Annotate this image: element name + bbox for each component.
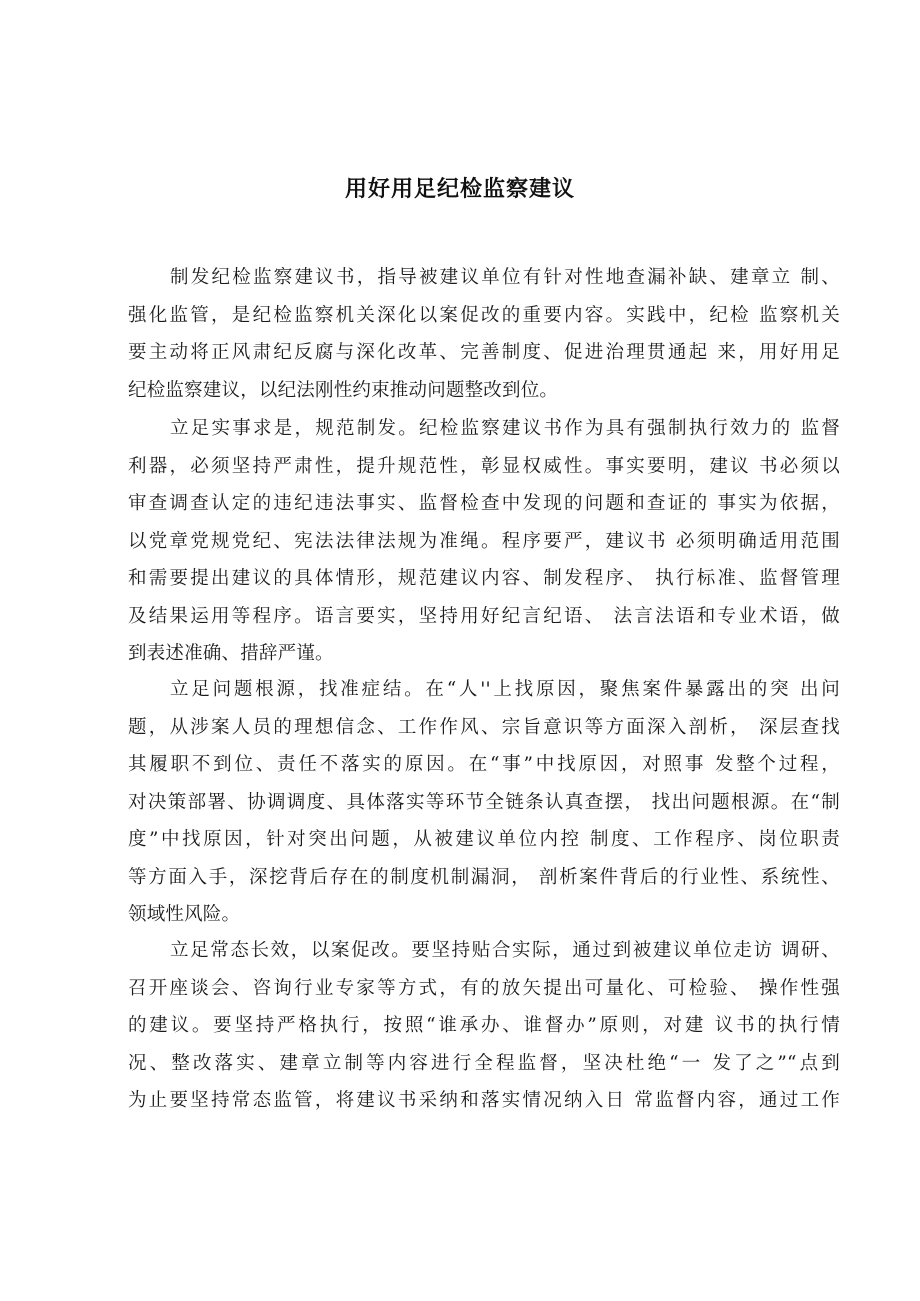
paragraph-line: 纪检监察建议，以纪法刚性约束推动问题整改到位。: [128, 379, 559, 401]
paragraph-line: 利器，必须坚持严肃性，提升规范性，彰显权威性。事实要明，建议 书必须以: [128, 455, 840, 477]
paragraph-line: 审查调查认定的违纪违法事实、监督检查中发现的问题和查证的 事实为依据，: [128, 493, 840, 514]
paragraph-line: 要主动将正风肃纪反腐与深化改革、完善制度、促进治理贯通起 来，用好用足: [128, 342, 840, 363]
paragraph-line: 的建议。要坚持严格执行，按照“谁承办、谁督办”原则，对建 议书的执行情: [128, 1015, 840, 1036]
paragraph-root-cause: [128, 671, 840, 934]
paragraph-line: 到表述准确、措辞严谨。: [128, 643, 334, 664]
paragraph-line: 立足常态长效，以案促改。要坚持贴合实际，通过到被建议单位走访 调研、: [170, 940, 840, 961]
paragraph-line: 为止要坚持常态监管，将建议书采纳和落实情况纳入日 常监督内容，通过工作: [128, 1090, 840, 1111]
paragraph-line: 以党章党规党纪、宪法法律法规为准绳。程序要严，建议书 必须明确适用范围: [128, 530, 840, 552]
paragraph-line: 况、整改落实、建章立制等内容进行全程监督，坚决杜绝“一 发了之”“点到: [128, 1052, 840, 1074]
paragraph-line: 强化监管，是纪检监察机关深化以案促改的重要内容。实践中，纪检 监察机关: [128, 304, 840, 326]
paragraph-line: 领域性风险。: [128, 904, 241, 925]
paragraph-line: 立足问题根源，找准症结。在“人''上找原因，聚焦案件暴露出的突 出问: [170, 679, 840, 700]
paragraph-line: 题，从涉案人员的理想信念、工作作风、宗旨意识等方面深入剖析， 深层查找: [128, 716, 840, 738]
paragraph-intro: [128, 259, 840, 409]
paragraph-line: 和需要提出建议的具体情形，规范建议内容、制发程序、 执行标准、监督管理: [128, 568, 840, 589]
paragraph-line: 对决策部署、协调调度、具体落实等环节全链条认真查摆， 找出问题根源。在“制: [128, 791, 840, 813]
paragraph-line: 其履职不到位、责任不落实的原因。在“事”中找原因，对照事 发整个过程，: [128, 754, 840, 775]
document-title: 用好用足纪检监察建议: [344, 177, 575, 202]
paragraph-line: 制发纪检监察建议书，指导被建议单位有针对性地查漏补缺、建章立 制、: [170, 267, 840, 288]
paragraph-line: 召开座谈会、咨询行业专家等方式，有的放矢提出可量化、可检验、 操作性强: [128, 977, 840, 999]
paragraph-standardize: [128, 410, 840, 673]
paragraph-long-term: [128, 932, 840, 1120]
paragraph-line: 等方面入手，深挖背后存在的制度机制漏洞， 剖析案件背后的行业性、系统性、: [128, 866, 840, 888]
paragraph-line: 及结果运用等程序。语言要实，坚持用好纪言纪语、 法言法语和专业术语，做: [128, 605, 840, 627]
paragraph-line: 立足实事求是，规范制发。纪检监察建议书作为具有强制执行效力的 监督: [170, 418, 840, 439]
paragraph-line: 度”中找原因，针对突出问题，从被建议单位内控 制度、工作程序、岗位职责: [128, 829, 840, 850]
